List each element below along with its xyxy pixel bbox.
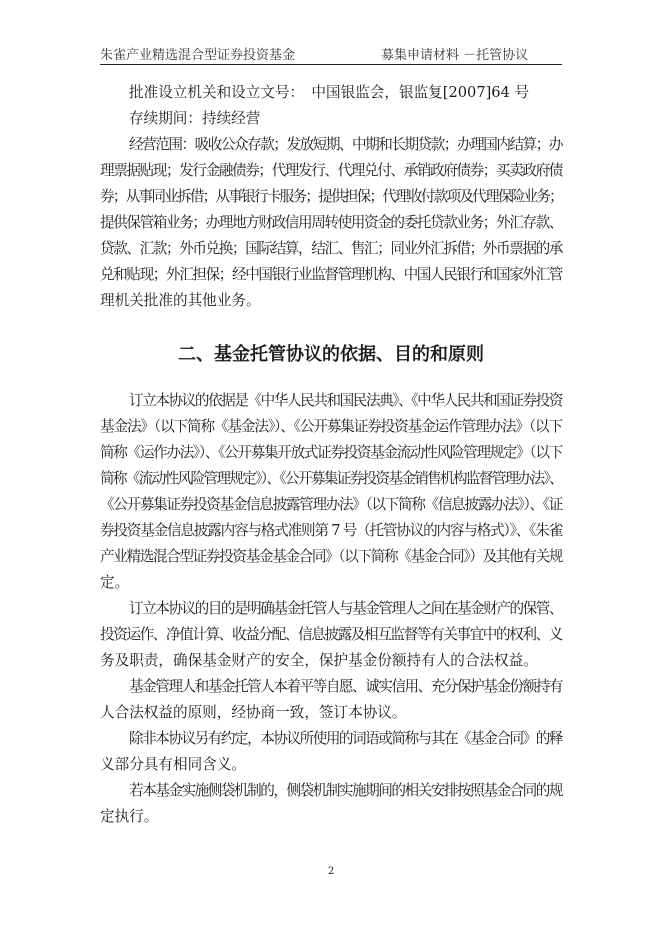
text-line: 人合法权益的原则，经协商一致，签订本协议。	[100, 704, 407, 721]
page-header	[100, 42, 562, 65]
paragraph	[100, 778, 562, 830]
text-line: 定。	[100, 574, 130, 591]
paragraph	[100, 388, 562, 596]
text-line: 兑和贴现；外汇担保；经中国银行业监督管理机构、中国人民银行和国家外汇管	[100, 266, 562, 283]
text-line: 《公开募集证券投资基金信息披露管理办法》（以下简称《信息披露办法》）、《证	[100, 496, 562, 513]
header-fund-name: 朱雀产业精选混合型证券投资基金	[100, 48, 296, 63]
header-doc-type: 募集申请材料 －托管协议	[381, 48, 529, 63]
paragraph	[100, 726, 562, 778]
section-heading: 二、基金托管协议的依据、目的和原则	[178, 344, 484, 365]
text-line: 义部分具有相同含义。	[100, 756, 246, 773]
text-line: 批准设立机关和设立文号： 中国银监会，银监复[2007]64 号	[129, 84, 530, 101]
paragraph	[100, 80, 562, 106]
text-line: 订立本协议的依据是《中华人民共和国民法典》、《中华人民共和国证券投资	[129, 392, 562, 409]
text-line: 存续期间：持续经营	[129, 110, 261, 127]
page-number: 2	[327, 866, 335, 877]
paragraph	[100, 132, 562, 314]
document-body	[100, 80, 562, 830]
text-line: 贷款、汇款；外币兑换；国际结算，结汇、售汇；同业外汇拆借；外币票据的承	[100, 240, 562, 257]
paragraph	[100, 674, 562, 726]
text-line: 券投资基金信息披露内容与格式准则第 7 号（托管协议的内容与格式）》、《朱雀	[100, 522, 562, 539]
text-line: 定执行。	[100, 808, 159, 825]
text-line: 产业精选混合型证券投资基金基金合同》（以下简称《基金合同》）及其他有关规	[100, 548, 562, 565]
text-line: 订立本协议的目的是明确基金托管人与基金管理人之间在基金财产的保管、	[129, 600, 562, 617]
text-line: 简称《流动性风险管理规定》）、《公开募集证券投资基金销售机构监督管理办法》、	[100, 470, 562, 487]
text-line: 务及职责，确保基金财产的安全，保护基金份额持有人的合法权益。	[100, 652, 538, 669]
text-line: 若本基金实施侧袋机制的，侧袋机制实施期间的相关安排按照基金合同的规	[129, 782, 562, 799]
text-line: 经营范围：吸收公众存款；发放短期、中期和长期贷款；办理国内结算；办	[129, 136, 562, 153]
text-line: 基金管理人和基金托管人本着平等自愿、诚实信用、充分保护基金份额持有	[129, 678, 562, 695]
text-line: 理票据贴现；发行金融债券；代理发行、代理兑付、承销政府债券；买卖政府债	[100, 162, 562, 179]
text-line: 理机关批准的其他业务。	[100, 292, 261, 309]
text-line: 简称《运作办法》）、《公开募集开放式证券投资基金流动性风险管理规定》（以下	[100, 444, 562, 461]
text-line: 投资运作、净值计算、收益分配、信息披露及相互监督等有关事宜中的权利、义	[100, 626, 562, 643]
agreement-basis-section	[100, 388, 562, 830]
paragraph	[100, 596, 562, 674]
text-line: 提供保管箱业务；办理地方财政信用周转使用资金的委托贷款业务；外汇存款、	[100, 214, 562, 231]
text-line: 除非本协议另有约定，本协议所使用的词语或简称与其在《基金合同》的释	[129, 730, 562, 747]
paragraph	[100, 106, 562, 132]
text-line: 基金法》（以下简称《基金法》）、《公开募集证券投资基金运作管理办法》（以下	[100, 418, 562, 435]
text-line: 券；从事同业拆借；从事银行卡服务；提供担保；代理收付款项及代理保险业务；	[100, 188, 562, 205]
custodian-info-section	[100, 80, 562, 314]
